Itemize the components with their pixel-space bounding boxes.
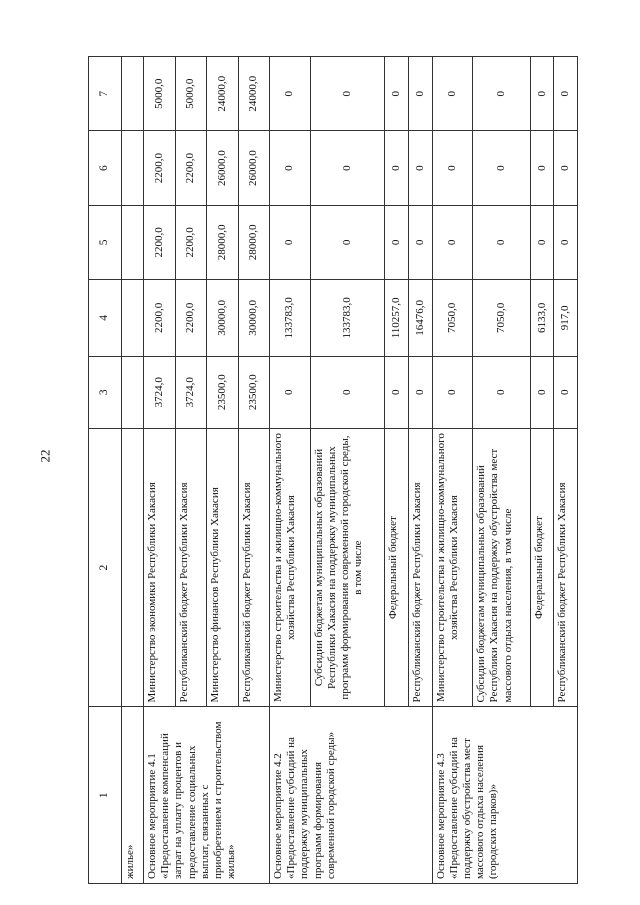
- value-cell: 0: [310, 356, 385, 428]
- value-cell: 0: [530, 131, 554, 205]
- source-cell: Министерство строительства и жилищно-коммунального хозяйства Республики Хакасия: [432, 428, 473, 707]
- source-cell: Министерство финансов Республики Хакасия: [207, 428, 239, 707]
- value-cell: 0: [432, 57, 473, 131]
- table-row: [270, 57, 311, 884]
- header-cell: 6: [89, 131, 122, 205]
- activity-cell: Основное мероприятие 4.2 «Предоставление субсидий на поддержку муниципальных программ формирования современной городской среды»: [270, 707, 433, 884]
- table-row: [122, 57, 144, 884]
- value-cell: 6133,0: [530, 280, 554, 357]
- value-cell: 7050,0: [432, 280, 473, 357]
- source-cell: Министерство экономики Республики Хакасия: [144, 428, 176, 707]
- header-cell: 7: [89, 57, 122, 131]
- value-cell: 0: [554, 57, 578, 131]
- value-cell: 0: [408, 356, 432, 428]
- value-cell: 0: [530, 356, 554, 428]
- value-cell: 28000,0: [207, 205, 239, 279]
- value-cell: 0: [310, 57, 385, 131]
- value-cell: 133783,0: [270, 280, 311, 357]
- value-cell: 133783,0: [310, 280, 385, 357]
- activity-cell: Основное мероприятие 4.1 «Предоставление компенсаций затрат на уплату процентов и предоставление социальных выплат, связанных с приобретением и строительством жилья»: [144, 707, 270, 884]
- value-cell: 0: [473, 131, 531, 205]
- table-row: [144, 57, 176, 884]
- value-cell: 30000,0: [207, 280, 239, 357]
- source-cell: Федеральный бюджет: [530, 428, 554, 707]
- value-cell: 0: [408, 57, 432, 131]
- header-cell: 3: [89, 356, 122, 428]
- value-cell: 0: [385, 205, 409, 279]
- value-cell: 917,0: [554, 280, 578, 357]
- value-cell: 0: [554, 356, 578, 428]
- activity-cell: Основное мероприятие 4.3 «Предоставление субсидий на поддержку обустройства мест массового отдыха населения (городских парков)»: [432, 707, 578, 884]
- value-cell: 0: [473, 356, 531, 428]
- header-cell: 5: [89, 205, 122, 279]
- value-cell: 24000,0: [238, 57, 270, 131]
- value-cell: 2200,0: [144, 280, 176, 357]
- value-cell: 2200,0: [175, 205, 207, 279]
- value-cell: 0: [270, 57, 311, 131]
- rotated-table-container: [88, 56, 578, 884]
- value-cell: 0: [554, 205, 578, 279]
- value-cell: 23500,0: [207, 356, 239, 428]
- value-cell: 30000,0: [238, 280, 270, 357]
- source-cell: Министерство строительства и жилищно-коммунального хозяйства Республики Хакасия: [270, 428, 311, 707]
- value-cell: 0: [432, 131, 473, 205]
- value-cell: 0: [408, 205, 432, 279]
- source-cell: Республиканский бюджет Республики Хакасия: [554, 428, 578, 707]
- value-cell: 2200,0: [144, 205, 176, 279]
- value-cell: 0: [530, 57, 554, 131]
- value-cell: 0: [270, 205, 311, 279]
- value-cell: 0: [270, 131, 311, 205]
- value-cell: 0: [270, 356, 311, 428]
- header-row: [89, 57, 122, 884]
- value-cell: 0: [473, 57, 531, 131]
- value-cell: 3724,0: [144, 356, 176, 428]
- source-cell: Субсидии бюджетам муниципальных образований Республики Хакасия на поддержку обустройства мест массового отдыха населения, в том числе: [473, 428, 531, 707]
- value-cell: 0: [385, 131, 409, 205]
- value-cell: 0: [530, 205, 554, 279]
- value-cell: 0: [473, 205, 531, 279]
- value-cell: 0: [554, 131, 578, 205]
- value-cell: 16476,0: [408, 280, 432, 357]
- value-cell: 2200,0: [144, 131, 176, 205]
- value-cell: 3724,0: [175, 356, 207, 428]
- header-cell: 1: [89, 707, 122, 884]
- value-cell: 24000,0: [207, 57, 239, 131]
- value-cell: 0: [385, 57, 409, 131]
- value-cell: 0: [310, 205, 385, 279]
- table-row: [432, 57, 473, 884]
- source-cell: Федеральный бюджет: [385, 428, 409, 707]
- header-cell: 4: [89, 280, 122, 357]
- budget-table: [88, 56, 578, 884]
- source-cell: Республиканский бюджет Республики Хакасия: [175, 428, 207, 707]
- value-cell: 110257,0: [385, 280, 409, 357]
- table-wrapper: [88, 56, 578, 884]
- value-cell: 2200,0: [175, 131, 207, 205]
- value-cell: 0: [310, 131, 385, 205]
- value-cell: 23500,0: [238, 356, 270, 428]
- value-cell: 7050,0: [473, 280, 531, 357]
- continuation-cell: жилье»: [122, 707, 144, 884]
- value-cell: 5000,0: [144, 57, 176, 131]
- value-cell: 28000,0: [238, 205, 270, 279]
- value-cell: 5000,0: [175, 57, 207, 131]
- value-cell: 0: [432, 205, 473, 279]
- page-number: 22: [37, 449, 53, 463]
- source-cell: Республиканский бюджет Республики Хакасия: [408, 428, 432, 707]
- value-cell: 2200,0: [175, 280, 207, 357]
- value-cell: 26000,0: [207, 131, 239, 205]
- value-cell: 26000,0: [238, 131, 270, 205]
- value-cell: 0: [432, 356, 473, 428]
- source-cell: Субсидии бюджетам муниципальных образований Республики Хакасия на поддержку муниципальных программ формирования современной городской среды, в том числе: [310, 428, 385, 707]
- value-cell: 0: [385, 356, 409, 428]
- value-cell: 0: [408, 131, 432, 205]
- source-cell: Республиканский бюджет Республики Хакасия: [238, 428, 270, 707]
- header-cell: 2: [89, 428, 122, 707]
